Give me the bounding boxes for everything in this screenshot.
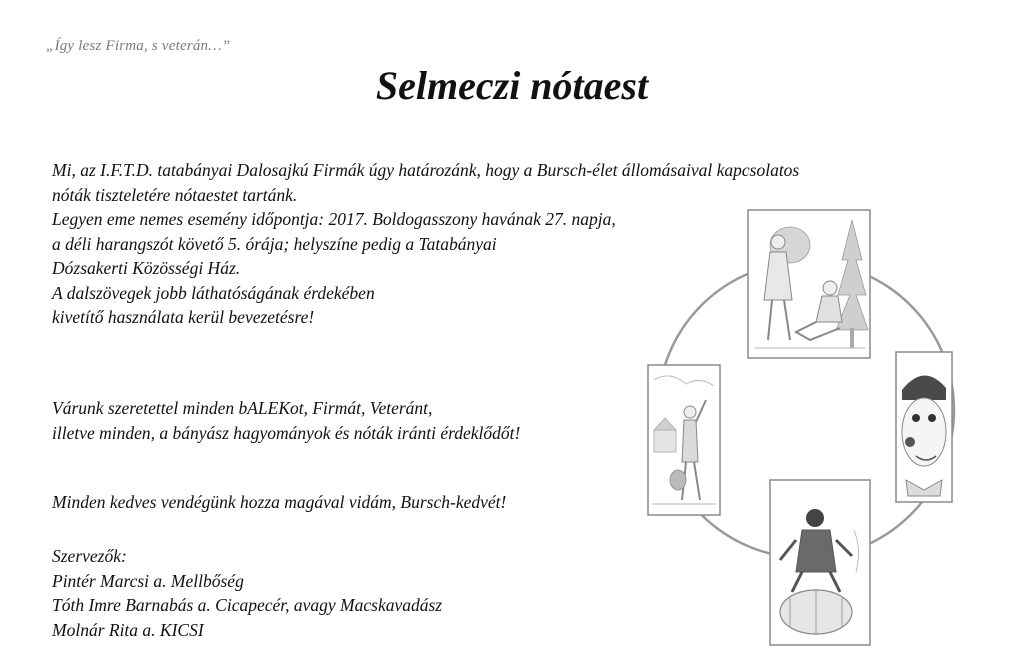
intro-line: kivetítő használata kerül bevezetésre! [52, 307, 315, 327]
organizer-name: Tóth Imre Barnabás a. Cicapecér, avagy Macskavadász [52, 595, 443, 615]
intro-line: Mi, az I.F.T.D. tatabányai Dalosajkú Firmák úgy határozánk, hogy a Bursch-élet állomásaival kapcsolatos [52, 160, 800, 180]
intro-line: nóták tiszteletére nótaestet tartánk. [52, 184, 298, 205]
invite-paragraph [52, 396, 520, 445]
invite-line: Várunk szeretettel minden bALEKot, Firmát, Veteránt, [52, 398, 433, 418]
organizers-heading: Szervezők: [52, 546, 127, 566]
barrel-rider-sketch-icon [770, 480, 870, 645]
clown-face-sketch-icon [896, 352, 952, 502]
intro-line: Legyen eme nemes esemény időpontja: 2017. Boldogasszony havának 27. napja, [52, 209, 616, 229]
organizers-block [52, 544, 442, 642]
traveler-sketch-icon [648, 365, 720, 515]
organizer-name: Molnár Rita a. KICSI [52, 619, 204, 640]
intro-line: Dózsakerti Közösségi Ház. [52, 258, 241, 278]
closing-line: Minden kedves vendégünk hozza magával vidám, Bursch-kedvét! [52, 492, 507, 512]
hunter-couple-sketch-icon [748, 210, 870, 358]
organizer-name: Pintér Marcsi a. Mellbőség [52, 570, 244, 591]
closing-paragraph [52, 490, 506, 515]
decorative-illustration [640, 200, 970, 670]
motto: „Így lesz Firma, s veterán…” [46, 38, 231, 54]
invite-line: illetve minden, a bányász hagyományok és nóták iránti érdeklődőt! [52, 422, 521, 443]
page-title: Selmeczi nótaest [375, 63, 649, 108]
intro-line: A dalszövegek jobb láthatóságának érdekében [52, 282, 375, 303]
illustration-svg [640, 200, 970, 670]
intro-line: a déli harangszót követő 5. órája; helyszíne pedig a Tatabányai [52, 233, 497, 254]
